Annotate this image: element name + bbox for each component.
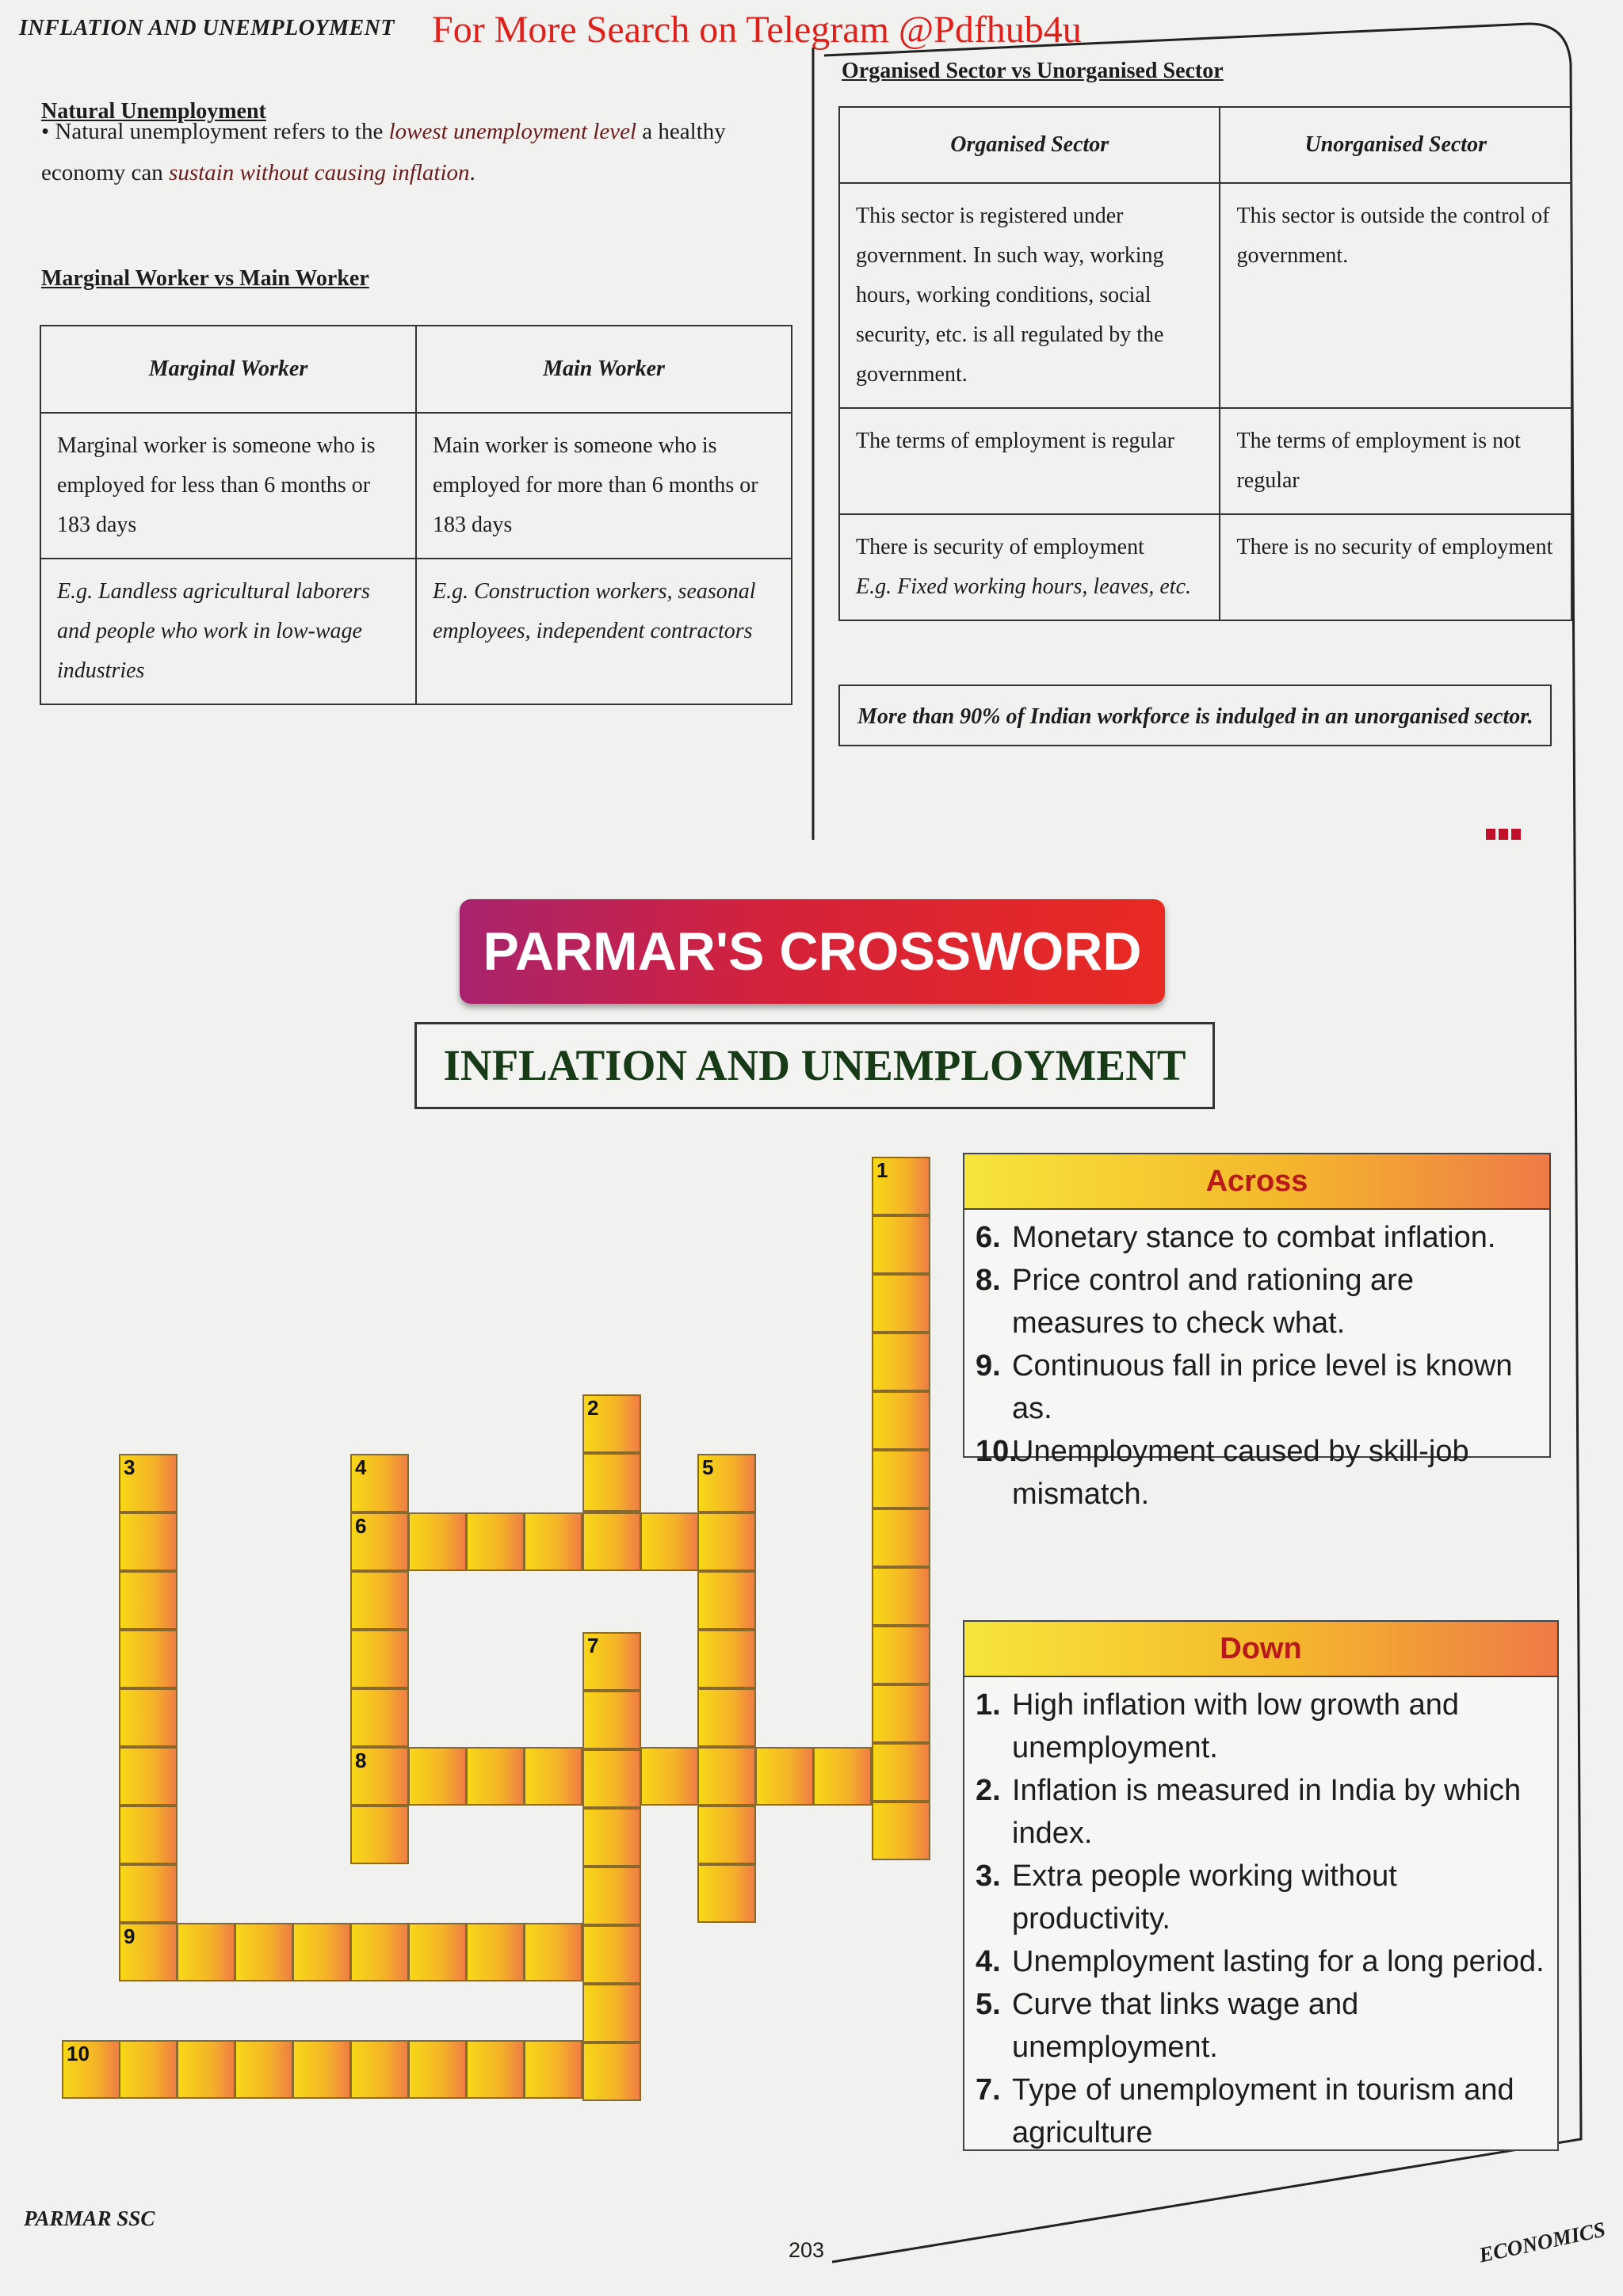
- grid-cell[interactable]: [62, 2040, 120, 2099]
- grid-cell[interactable]: [582, 1632, 641, 1691]
- grid-cell[interactable]: [350, 1747, 409, 1806]
- grid-cell[interactable]: [582, 1925, 641, 1984]
- unorganised-sector-header: Unorganised Sector: [1220, 107, 1571, 183]
- workforce-note: More than 90% of Indian workforce is indulged in an unorganised sector.: [838, 685, 1552, 746]
- clue-number: 4: [355, 1455, 367, 1479]
- example-text: E.g. Fixed working hours, leaves, etc.: [856, 574, 1192, 599]
- page-number: 203: [789, 2238, 825, 2262]
- grid-cell[interactable]: [177, 2040, 235, 2099]
- grid-cell[interactable]: [872, 1743, 930, 1802]
- grid-cell[interactable]: [582, 1749, 641, 1808]
- list-item: 9. Continuous fall in price level is known as.: [976, 1349, 1513, 1425]
- grid-cell[interactable]: [697, 1806, 756, 1864]
- grid-cell[interactable]: [235, 2040, 293, 2099]
- grid-cell[interactable]: [813, 1747, 872, 1806]
- table-row: [40, 413, 792, 559]
- grid-cell[interactable]: [292, 1923, 351, 1981]
- grid-cell[interactable]: [119, 1630, 178, 1688]
- table-cell: Marginal worker is someone who is employed for less than 6 months or 183 days: [40, 413, 416, 559]
- grid-cell[interactable]: [872, 1450, 930, 1508]
- list-item: 3. Extra people working without productivity.: [976, 1859, 1397, 1936]
- table-row: [40, 559, 792, 704]
- list-item: 4. Unemployment lasting for a long period.: [976, 1945, 1545, 1978]
- clue-number: 6: [355, 1514, 367, 1538]
- grid-cell[interactable]: [350, 1630, 409, 1688]
- grid-cell[interactable]: [466, 1512, 525, 1571]
- grid-cell[interactable]: [872, 1333, 930, 1391]
- grid-cell[interactable]: [119, 1923, 178, 1981]
- footer-publisher: PARMAR SSC: [24, 2206, 155, 2230]
- organised-vs-unorganised-heading: Organised Sector vs Unorganised Sector: [842, 59, 1224, 83]
- grid-cell[interactable]: [697, 1454, 756, 1512]
- table-cell: E.g. Construction workers, seasonal employees, independent contractors: [416, 559, 792, 704]
- grid-cell[interactable]: [408, 1747, 467, 1806]
- grid-cell[interactable]: [697, 1512, 756, 1571]
- natural-unemployment-text: • Natural unemployment refers to the lowest unemployment level a healthy economy can sustain without causing inflation.: [41, 119, 726, 185]
- list-item: 2. Inflation is measured in India by which index.: [976, 1774, 1522, 1850]
- grid-cell[interactable]: [466, 1747, 525, 1806]
- clue-number: 8: [355, 1749, 367, 1772]
- grid-cell[interactable]: [119, 2040, 178, 2099]
- grid-cell[interactable]: [872, 1391, 930, 1450]
- marginal-worker-header: Marginal Worker: [40, 326, 416, 413]
- table-row: [839, 408, 1571, 514]
- organised-vs-unorganised-table: [838, 106, 1572, 621]
- grid-cell[interactable]: [524, 1923, 582, 1981]
- grid-cell[interactable]: [119, 1454, 178, 1512]
- down-heading: Down: [964, 1622, 1557, 1677]
- grid-cell[interactable]: [524, 1747, 582, 1806]
- grid-cell[interactable]: [350, 1923, 409, 1981]
- grid-cell[interactable]: [350, 1571, 409, 1630]
- grid-cell[interactable]: [582, 1984, 641, 2042]
- crossword-subtitle: INFLATION AND UNEMPLOYMENT: [414, 1022, 1215, 1109]
- table-cell: There is no security of employment: [1220, 514, 1571, 620]
- table-cell: This sector is registered under government. In such way, working hours, working conditions, social security, etc. is all regulated by the government.: [839, 183, 1220, 408]
- telegram-watermark: For More Search on Telegram @Pdfhub4u: [432, 9, 1082, 51]
- list-item: 6. Monetary stance to combat inflation.: [976, 1221, 1496, 1254]
- grid-cell[interactable]: [872, 1157, 930, 1215]
- grid-cell[interactable]: [119, 1688, 178, 1747]
- grid-cell[interactable]: [582, 2042, 641, 2101]
- crossword-banner: PARMAR'S CROSSWORD: [460, 899, 1165, 1004]
- grid-cell[interactable]: [408, 1923, 467, 1981]
- marginal-vs-main-heading: Marginal Worker vs Main Worker: [41, 266, 369, 291]
- organised-sector-header: Organised Sector: [839, 107, 1220, 183]
- table-cell: This sector is outside the control of government.: [1220, 183, 1571, 408]
- grid-cell[interactable]: [697, 1688, 756, 1747]
- across-clues-box: [963, 1153, 1551, 1511]
- grid-cell[interactable]: [119, 1806, 178, 1864]
- grid-cell[interactable]: [755, 1747, 814, 1806]
- list-item: 1. High inflation with low growth and unemployment.: [976, 1688, 1459, 1764]
- grid-cell[interactable]: [408, 1512, 467, 1571]
- clue-number: 1: [876, 1158, 888, 1182]
- running-header: INFLATION AND UNEMPLOYMENT: [19, 16, 395, 40]
- grid-cell[interactable]: [350, 1806, 409, 1864]
- clue-number: 3: [124, 1455, 136, 1479]
- table-cell: [839, 514, 1220, 620]
- clue-number: 7: [587, 1634, 599, 1657]
- clue-number: 2: [587, 1396, 599, 1420]
- grid-cell[interactable]: [292, 2040, 351, 2099]
- grid-cell[interactable]: [872, 1626, 930, 1684]
- grid-cell[interactable]: [582, 1867, 641, 1925]
- table-cell: The terms of employment is not regular: [1220, 408, 1571, 514]
- grid-cell[interactable]: [872, 1508, 930, 1567]
- grid-cell[interactable]: [582, 1394, 641, 1453]
- table-cell: The terms of employment is regular: [839, 408, 1220, 514]
- clue-number: 9: [124, 1924, 136, 1948]
- grid-cell[interactable]: [582, 1808, 641, 1867]
- natural-unemployment-heading: Natural Unemployment: [41, 99, 266, 124]
- main-worker-header: Main Worker: [416, 326, 792, 413]
- grid-cell[interactable]: [697, 1630, 756, 1688]
- table-row: [839, 514, 1571, 620]
- table-cell: E.g. Landless agricultural laborers and people who work in low-wage industries: [40, 559, 416, 704]
- grid-cell[interactable]: [350, 2040, 409, 2099]
- list-item: 10.Unemployment caused by skill-job mismatch.: [976, 1435, 1469, 1511]
- clue-number: 10: [67, 2042, 90, 2065]
- down-clues-box: [963, 1620, 1559, 2151]
- grid-cell[interactable]: [177, 1923, 235, 1981]
- grid-cell[interactable]: [524, 2040, 582, 2099]
- footer-subject: ECONOMICS: [1476, 2217, 1608, 2267]
- grid-cell[interactable]: [350, 1454, 409, 1512]
- grid-cell[interactable]: [697, 1571, 756, 1630]
- grid-cell[interactable]: [697, 1747, 756, 1806]
- grid-cell[interactable]: [524, 1512, 582, 1571]
- list-item: 8. Price control and rationing are measures to check what.: [976, 1264, 1414, 1340]
- grid-cell[interactable]: [640, 1747, 699, 1806]
- table-cell: Main worker is someone who is employed for more than 6 months or 183 days: [416, 413, 792, 559]
- list-item: 5. Curve that links wage and unemployment.: [976, 1988, 1359, 2064]
- grid-cell[interactable]: [582, 1691, 641, 1749]
- marginal-vs-main-table: [40, 325, 792, 705]
- grid-cell[interactable]: [582, 1512, 641, 1571]
- grid-cell[interactable]: [119, 1512, 178, 1571]
- list-item: 7. Type of unemployment in tourism and agriculture: [976, 2073, 1514, 2149]
- grid-cell[interactable]: [640, 1512, 699, 1571]
- security-text: There is security of employment: [856, 535, 1144, 559]
- table-row: [839, 183, 1571, 408]
- grid-cell[interactable]: [872, 1802, 930, 1860]
- grid-cell[interactable]: [466, 2040, 525, 2099]
- grid-cell[interactable]: [350, 1688, 409, 1747]
- grid-cell[interactable]: [119, 1571, 178, 1630]
- grid-cell[interactable]: [697, 1864, 756, 1923]
- grid-cell[interactable]: [872, 1215, 930, 1274]
- across-heading: Across: [964, 1154, 1549, 1210]
- grid-cell[interactable]: [119, 1747, 178, 1806]
- grid-cell[interactable]: [235, 1923, 293, 1981]
- grid-cell[interactable]: [408, 2040, 467, 2099]
- grid-cell[interactable]: [119, 1864, 178, 1923]
- section-end-marker: [1486, 829, 1524, 844]
- clue-number: 5: [702, 1455, 714, 1479]
- grid-cell[interactable]: [582, 1453, 641, 1512]
- grid-cell[interactable]: [466, 1923, 525, 1981]
- grid-cell[interactable]: [350, 1512, 409, 1571]
- grid-cell[interactable]: [872, 1684, 930, 1743]
- grid-cell[interactable]: [872, 1274, 930, 1333]
- grid-cell[interactable]: [872, 1567, 930, 1626]
